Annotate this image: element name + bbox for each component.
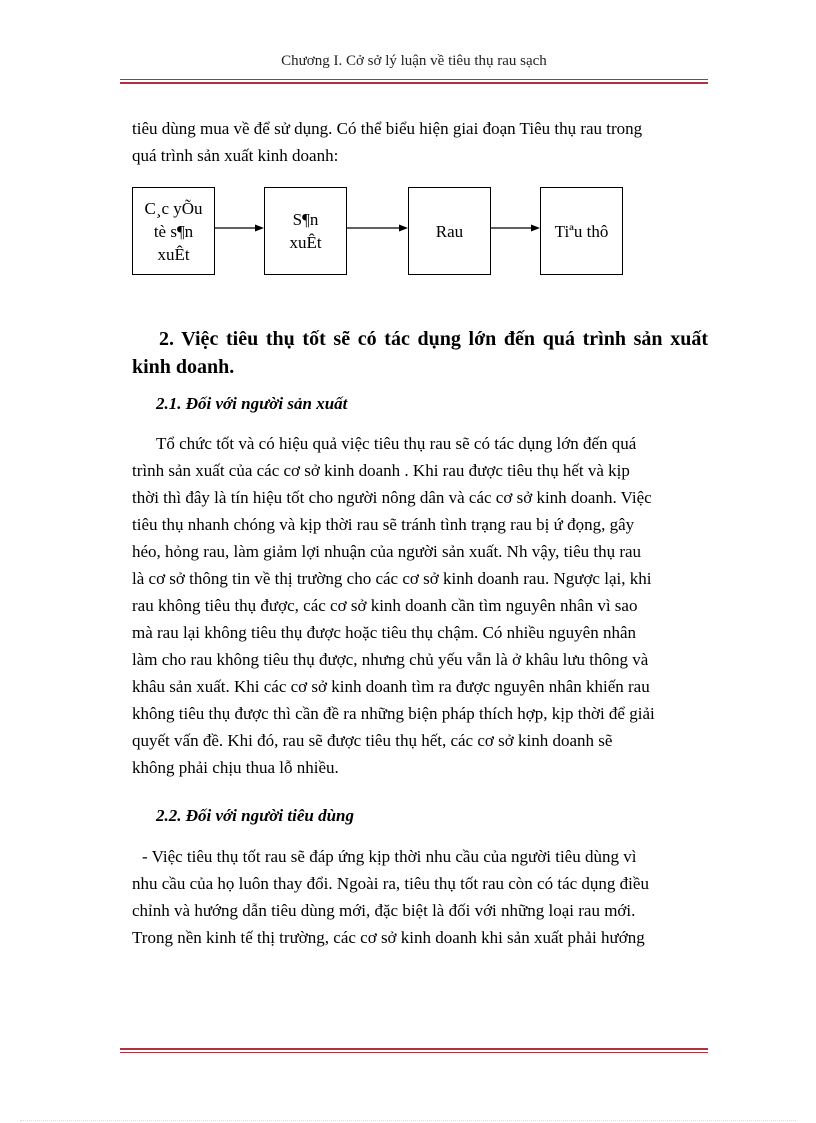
section-2-2-heading: 2.2. Đối với người tiêu dùng xyxy=(156,806,354,825)
page-bottom-edge xyxy=(20,1120,796,1121)
header-rule-bottom xyxy=(120,82,708,84)
paragraph-line: chỉnh và hướng dẫn tiêu dùng mới, đặc biệt là đối với những loại rau mới. xyxy=(132,901,636,920)
flow-box-production-factors: C¸c yÕu tè s¶n xuÊt xyxy=(132,187,215,275)
section-2-1-paragraph xyxy=(132,430,708,781)
footer-rule-top xyxy=(120,1048,708,1050)
flow-box-vegetables: Rau xyxy=(408,187,491,275)
flow-arrow-3 xyxy=(491,224,540,232)
paragraph-line: héo, hỏng rau, làm giảm lợi nhuận của người sản xuất. Nh vậy, tiêu thụ rau xyxy=(132,542,642,561)
paragraph-line: trình sản xuất của các cơ sở kinh doanh . Khi rau được tiêu thụ hết và kịp xyxy=(132,461,630,480)
paragraph-line: là cơ sở thông tin về thị trường cho các cơ sở kinh doanh rau. Ngược lại, khi xyxy=(132,569,652,588)
paragraph-line: - Việc tiêu thụ tốt rau sẽ đáp ứng kịp thời nhu cầu của người tiêu dùng vì xyxy=(142,847,637,866)
intro-line-1: tiêu dùng mua về để sử dụng. Có thể biểu hiện giai đoạn Tiêu thụ rau trong xyxy=(132,119,643,138)
paragraph-line: khâu sản xuất. Khi các cơ sở kinh doanh tìm ra được nguyên nhân khiến rau xyxy=(132,677,650,696)
header-rule-top xyxy=(120,79,708,80)
flow-box-production: S¶n xuÊt xyxy=(264,187,347,275)
paragraph-line: quyết vấn đề. Khi đó, rau sẽ được tiêu thụ hết, các cơ sở kinh doanh sẽ xyxy=(132,731,613,750)
paragraph-line: rau không tiêu thụ được, các cơ sở kinh doanh cần tìm nguyên nhân vì sao xyxy=(132,596,638,615)
paragraph-line: không tiêu thụ được thì cần đề ra những biện pháp thích hợp, kịp thời để giải xyxy=(132,704,655,723)
intro-line-2: quá trình sản xuất kinh doanh: xyxy=(132,146,339,165)
page-header-title: Chương I. Cở sở lý luận về tiêu thụ rau sạch xyxy=(281,53,547,69)
paragraph-line: thời thì đây là tín hiệu tốt cho người nông dân và các cơ sở kinh doanh. Việc xyxy=(132,488,652,507)
paragraph-line: Trong nền kinh tế thị trường, các cơ sở kinh doanh khi sản xuất phải hướng xyxy=(132,928,645,947)
paragraph-line: không phải chịu thua lỗ nhiều. xyxy=(132,758,339,777)
paragraph-line: nhu cầu của họ luôn thay đổi. Ngoài ra, tiêu thụ tốt rau còn có tác dụng điều xyxy=(132,874,649,893)
flow-arrow-2 xyxy=(347,224,408,232)
section-2-1-heading: 2.1. Đối với người sản xuất xyxy=(156,394,348,413)
section-2-2-paragraph xyxy=(132,843,708,951)
paragraph-line: làm cho rau không tiêu thụ được, nhưng chủ yếu vẫn là ở khâu lưu thông và xyxy=(132,650,649,669)
section-2-heading: 2. Việc tiêu thụ tốt sẽ có tác dụng lớn đến quá trình sản xuất kinh doanh. xyxy=(132,328,708,378)
flow-arrow-1 xyxy=(215,224,264,232)
footer-rule-bottom xyxy=(120,1052,708,1053)
intro-paragraph xyxy=(132,115,708,169)
flow-box-consumption: Tiªu thô xyxy=(540,187,623,275)
paragraph-line: mà rau lại không tiêu thụ được hoặc tiêu thụ chậm. Có nhiều nguyên nhân xyxy=(132,623,636,642)
paragraph-line: tiêu thụ nhanh chóng và kịp thời rau sẽ tránh tình trạng rau bị ứ đọng, gây xyxy=(132,515,635,534)
paragraph-line: Tổ chức tốt và có hiệu quả việc tiêu thụ rau sẽ có tác dụng lớn đến quá xyxy=(156,434,637,453)
